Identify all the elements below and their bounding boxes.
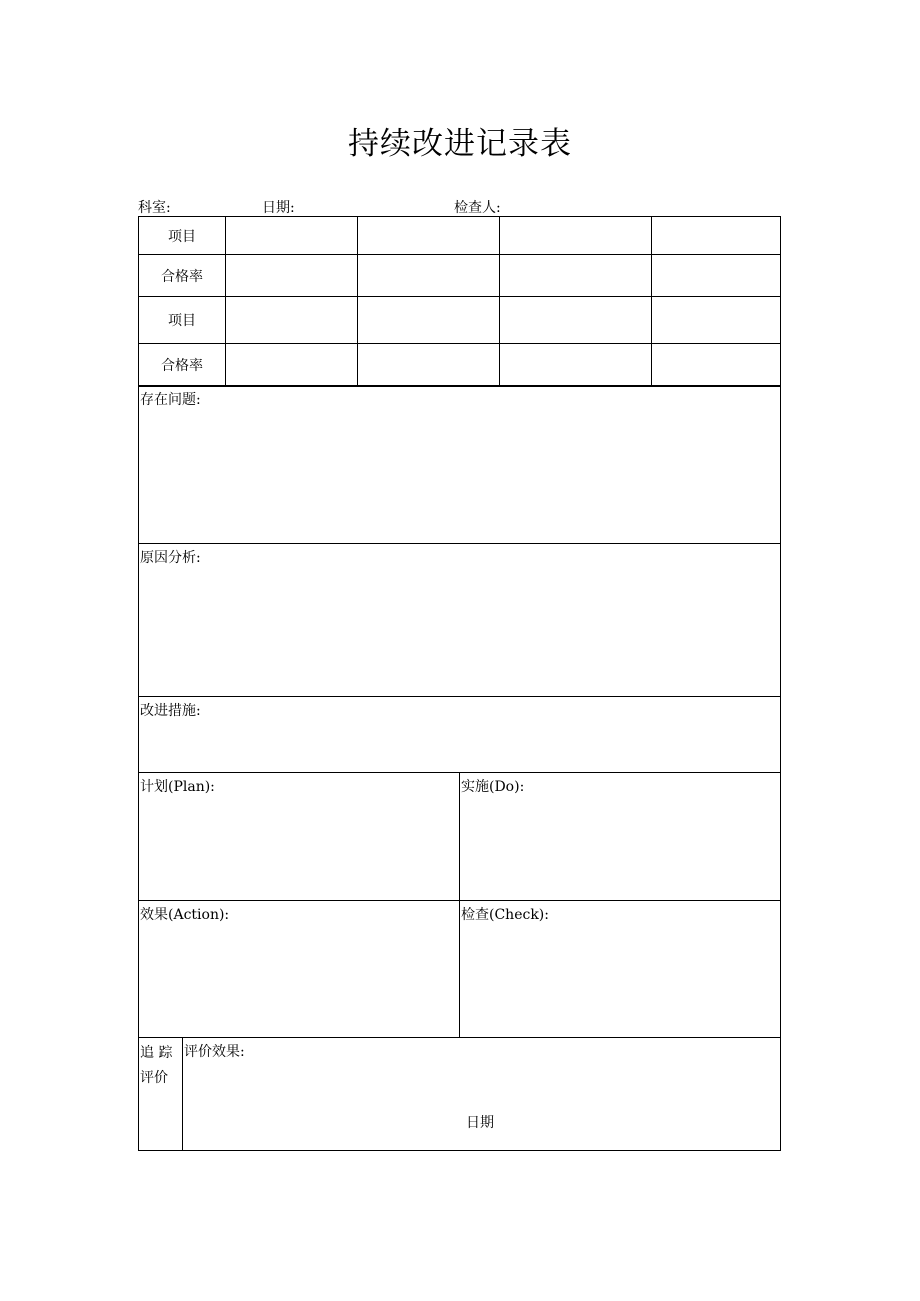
table-cell[interactable]: [358, 344, 500, 387]
cause-analysis-label: 原因分析:: [140, 550, 201, 566]
table-row: [139, 255, 781, 297]
table-cell[interactable]: [226, 297, 358, 344]
table-cell[interactable]: [652, 217, 781, 255]
improvement-measures-section[interactable]: [138, 696, 781, 773]
plan-label: 计划(Plan):: [140, 779, 215, 795]
department-label: 科室:: [138, 200, 171, 216]
row-label-pass-rate: 合格率: [139, 344, 226, 387]
tracking-label-line1: 追 踪: [140, 1045, 173, 1061]
evaluation-date-label: 日期: [466, 1115, 494, 1131]
table-cell[interactable]: [500, 255, 652, 297]
table-cell[interactable]: [358, 297, 500, 344]
do-section[interactable]: [459, 772, 781, 901]
tracking-label-cell: [138, 1037, 183, 1151]
improvement-measures-label: 改进措施:: [140, 703, 201, 719]
table-cell[interactable]: [358, 217, 500, 255]
row-label-pass-rate: 合格率: [139, 255, 226, 297]
table-cell[interactable]: [500, 217, 652, 255]
date-label: 日期:: [262, 200, 295, 216]
tracking-label: [140, 1041, 172, 1091]
problems-label: 存在问题:: [140, 392, 201, 408]
evaluation-label: 评价效果:: [184, 1044, 245, 1060]
metrics-table: [138, 216, 781, 387]
action-section[interactable]: [138, 900, 460, 1038]
inspector-label: 检查人:: [454, 200, 501, 216]
action-label: 效果(Action):: [140, 907, 230, 923]
plan-section[interactable]: [138, 772, 460, 901]
table-cell[interactable]: [226, 217, 358, 255]
table-row: [139, 217, 781, 255]
tracking-label-line2: 评价: [140, 1070, 168, 1086]
page-title: 持续改进记录表: [348, 126, 572, 162]
do-label: 实施(Do):: [461, 779, 525, 795]
evaluation-section[interactable]: [182, 1037, 781, 1151]
table-cell[interactable]: [226, 344, 358, 387]
check-label: 检查(Check):: [461, 907, 549, 923]
table-cell[interactable]: [652, 297, 781, 344]
table-cell[interactable]: [652, 255, 781, 297]
table-cell[interactable]: [358, 255, 500, 297]
table-cell[interactable]: [652, 344, 781, 387]
table-row: [139, 297, 781, 344]
table-cell[interactable]: [500, 344, 652, 387]
check-section[interactable]: [459, 900, 781, 1038]
row-label-item: 项目: [139, 297, 226, 344]
row-label-item: 项目: [139, 217, 226, 255]
table-row: [139, 344, 781, 387]
table-cell[interactable]: [226, 255, 358, 297]
problems-section[interactable]: [138, 385, 781, 544]
table-cell[interactable]: [500, 297, 652, 344]
cause-analysis-section[interactable]: [138, 543, 781, 697]
